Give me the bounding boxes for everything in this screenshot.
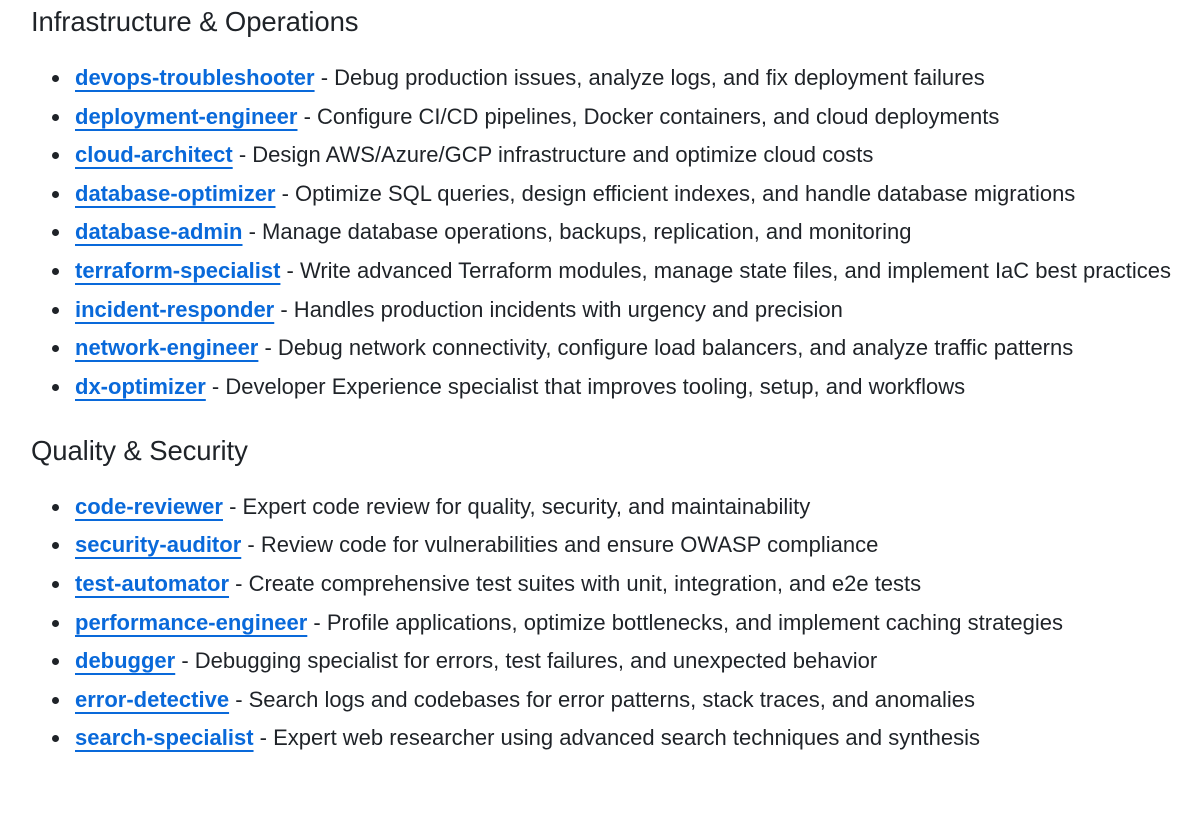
list-item-security-auditor bbox=[75, 529, 1172, 561]
agent-link-test-automator[interactable]: test-automator bbox=[75, 570, 230, 596]
agent-link-terraform-specialist[interactable]: terraform-specialist bbox=[75, 257, 281, 283]
list-item-database-admin bbox=[75, 216, 1172, 248]
agent-description: - Profile applications, optimize bottlenecks, and implement caching strategies bbox=[307, 609, 1064, 635]
agent-description: - Expert code review for quality, security, and maintainability bbox=[222, 493, 811, 519]
list-item-terraform-specialist bbox=[75, 255, 1172, 287]
agent-description: - Design AWS/Azure/GCP infrastructure and optimize cloud costs bbox=[232, 142, 874, 168]
agent-link-database-optimizer[interactable]: database-optimizer bbox=[75, 180, 276, 206]
agent-description: - Handles production incidents with urgency and precision bbox=[274, 296, 843, 322]
agent-description: - Developer Experience specialist that improves tooling, setup, and workflows bbox=[205, 373, 966, 399]
list-item-error-detective bbox=[75, 684, 1172, 716]
agent-list-infrastructure-operations bbox=[31, 62, 1172, 403]
agent-description: - Review code for vulnerabilities and ensure OWASP compliance bbox=[241, 532, 879, 558]
agent-link-network-engineer[interactable]: network-engineer bbox=[75, 335, 259, 361]
list-item-code-reviewer bbox=[75, 491, 1172, 523]
list-item-deployment-engineer bbox=[75, 101, 1172, 133]
agent-link-incident-responder[interactable]: incident-responder bbox=[75, 296, 275, 322]
list-item-network-engineer bbox=[75, 332, 1172, 364]
list-item-dx-optimizer bbox=[75, 371, 1172, 403]
list-item-search-specialist bbox=[75, 722, 1172, 754]
list-item-performance-engineer bbox=[75, 607, 1172, 639]
list-item-devops-troubleshooter bbox=[75, 62, 1172, 94]
agent-description: - Debugging specialist for errors, test failures, and unexpected behavior bbox=[175, 648, 878, 674]
section-heading-infrastructure-operations: Infrastructure & Operations bbox=[31, 6, 359, 37]
agent-description: - Optimize SQL queries, design efficient indexes, and handle database migrations bbox=[275, 180, 1076, 206]
agent-link-dx-optimizer[interactable]: dx-optimizer bbox=[75, 373, 206, 399]
agent-link-cloud-architect[interactable]: cloud-architect bbox=[75, 142, 233, 168]
agent-description: - Write advanced Terraform modules, manage state files, and implement IaC best practices bbox=[280, 257, 1172, 283]
section-heading-quality-security: Quality & Security bbox=[31, 434, 248, 466]
agent-link-error-detective[interactable]: error-detective bbox=[75, 686, 230, 712]
list-item-test-automator bbox=[75, 568, 1172, 600]
agent-description: - Debug network connectivity, configure load balancers, and analyze traffic patterns bbox=[258, 335, 1074, 361]
agent-link-search-specialist[interactable]: search-specialist bbox=[75, 725, 254, 751]
list-item-incident-responder bbox=[75, 294, 1172, 326]
list-item-cloud-architect bbox=[75, 139, 1172, 171]
agent-description: - Debug production issues, analyze logs, and fix deployment failures bbox=[314, 65, 985, 90]
agent-description: - Expert web researcher using advanced search techniques and synthesis bbox=[253, 725, 980, 751]
agent-description: - Manage database operations, backups, replication, and monitoring bbox=[242, 219, 912, 245]
agent-link-code-reviewer[interactable]: code-reviewer bbox=[75, 493, 223, 519]
agent-link-debugger[interactable]: debugger bbox=[75, 648, 176, 674]
agent-link-database-admin[interactable]: database-admin bbox=[75, 219, 243, 245]
list-item-database-optimizer bbox=[75, 178, 1172, 210]
agent-description: - Configure CI/CD pipelines, Docker containers, and cloud deployments bbox=[297, 103, 1000, 129]
agent-link-security-auditor[interactable]: security-auditor bbox=[75, 532, 242, 558]
agent-list-quality-security bbox=[31, 491, 1172, 755]
list-item-debugger bbox=[75, 645, 1172, 677]
agent-description: - Create comprehensive test suites with unit, integration, and e2e tests bbox=[229, 570, 922, 596]
agent-link-performance-engineer[interactable]: performance-engineer bbox=[75, 609, 308, 635]
agent-link-devops-troubleshooter[interactable]: devops-troubleshooter bbox=[75, 65, 315, 90]
agent-description: - Search logs and codebases for error patterns, stack traces, and anomalies bbox=[229, 686, 976, 712]
agent-link-deployment-engineer[interactable]: deployment-engineer bbox=[75, 103, 298, 129]
